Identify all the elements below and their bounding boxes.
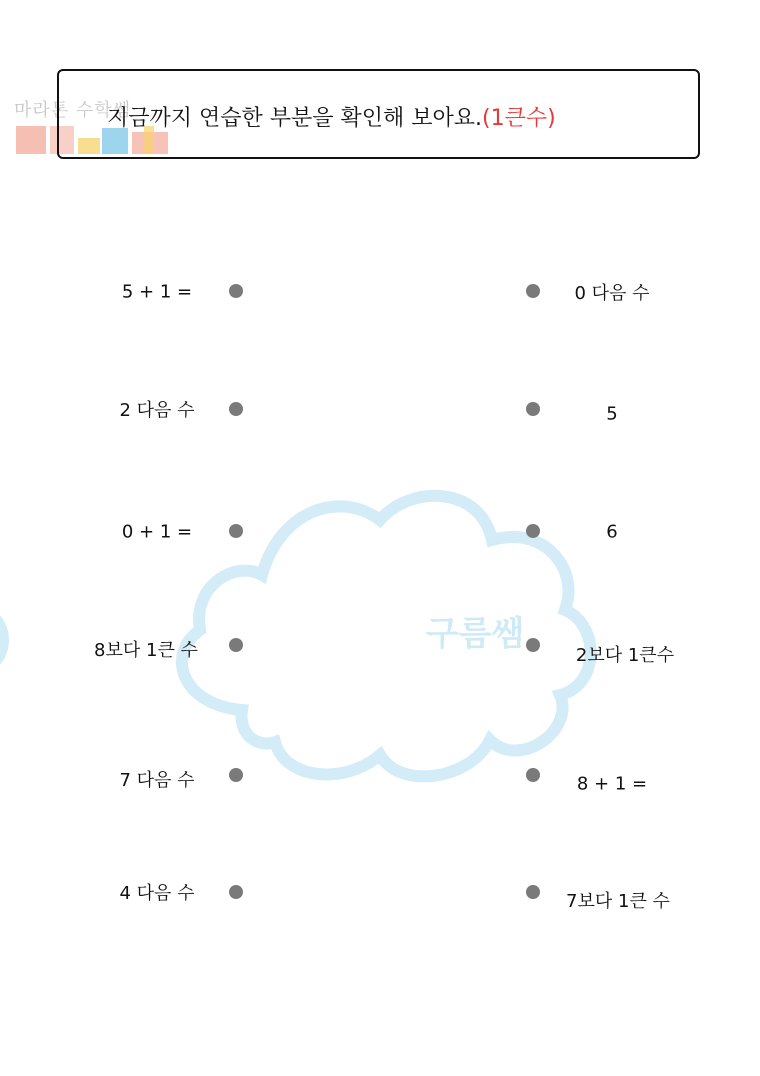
title-accent: (1큰수) (482, 106, 556, 131)
right-item-5: 8 + 1 = (576, 773, 648, 795)
cloud-fragment-icon (0, 606, 4, 674)
right-match-dot-1[interactable] (526, 284, 540, 298)
left-match-dot-2[interactable] (229, 402, 243, 416)
left-item-3: 0 + 1 = (121, 521, 193, 543)
right-match-dot-3[interactable] (526, 524, 540, 538)
left-match-dot-6[interactable] (229, 885, 243, 899)
right-match-dot-6[interactable] (526, 885, 540, 899)
title-main: 지금까지 연습한 부분을 확인해 보아요. (107, 106, 482, 131)
left-item-4: 8보다 1큰 수 (94, 640, 198, 661)
left-match-dot-5[interactable] (229, 768, 243, 782)
right-item-6: 7보다 1큰 수 (566, 891, 670, 912)
right-match-dot-4[interactable] (526, 638, 540, 652)
right-item-4: 2보다 1큰수 (575, 645, 675, 666)
right-match-dot-2[interactable] (526, 402, 540, 416)
left-match-dot-4[interactable] (229, 638, 243, 652)
right-item-2: 5 (606, 403, 618, 425)
watermark-text: 구름쌤 (425, 614, 525, 654)
right-item-3: 6 (606, 521, 618, 543)
page-title (107, 101, 556, 132)
left-match-dot-3[interactable] (229, 524, 243, 538)
cloud-icon (182, 496, 591, 777)
left-match-dot-1[interactable] (229, 284, 243, 298)
left-item-5: 7 다음 수 (119, 770, 195, 791)
left-item-1: 5 + 1 = (121, 281, 193, 303)
left-item-6: 4 다음 수 (119, 883, 195, 904)
right-item-1: 0 다음 수 (574, 283, 650, 304)
title-box (57, 69, 700, 159)
left-item-2: 2 다음 수 (119, 400, 195, 421)
brand-logo-text: 마라톤 수학쌤 (14, 100, 132, 121)
right-match-dot-5[interactable] (526, 768, 540, 782)
